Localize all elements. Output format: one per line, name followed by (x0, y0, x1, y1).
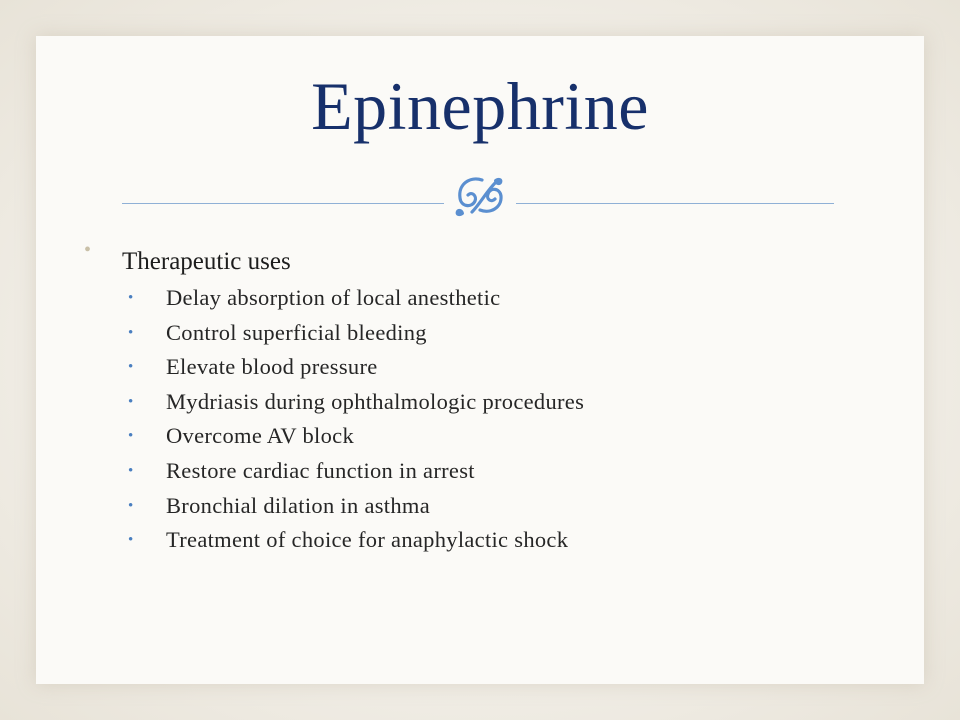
bullet-icon: • (128, 428, 134, 445)
bullet-icon: • (128, 497, 134, 514)
list-item-text: Mydriasis during ophthalmologic procedures (166, 388, 585, 414)
list-item-text: Treatment of choice for anaphylactic shock (166, 527, 569, 553)
title-divider-right (516, 203, 834, 204)
title-divider-left (122, 203, 444, 204)
slide-title: Epinephrine (311, 68, 649, 144)
bullet-icon: • (128, 462, 134, 479)
section-heading: Therapeutic uses (122, 248, 291, 275)
list-item-text: Elevate blood pressure (166, 354, 378, 380)
bullet-icon: • (128, 324, 134, 341)
list-item-text: Overcome AV block (166, 423, 354, 449)
bullet-icon: • (128, 532, 134, 549)
list-item-text: Delay absorption of local anesthetic (166, 285, 501, 310)
list-item-text: Bronchial dilation in asthma (166, 492, 430, 518)
bullet-icon: • (128, 393, 134, 410)
floral-ornament-icon (444, 170, 516, 222)
list-item-text: Control superficial bleeding (166, 319, 427, 345)
bullet-icon: • (128, 290, 134, 306)
list-item-text: Restore cardiac function in arrest (166, 457, 475, 483)
main-bullet-icon: • (84, 239, 92, 261)
bullet-icon: • (128, 359, 134, 376)
